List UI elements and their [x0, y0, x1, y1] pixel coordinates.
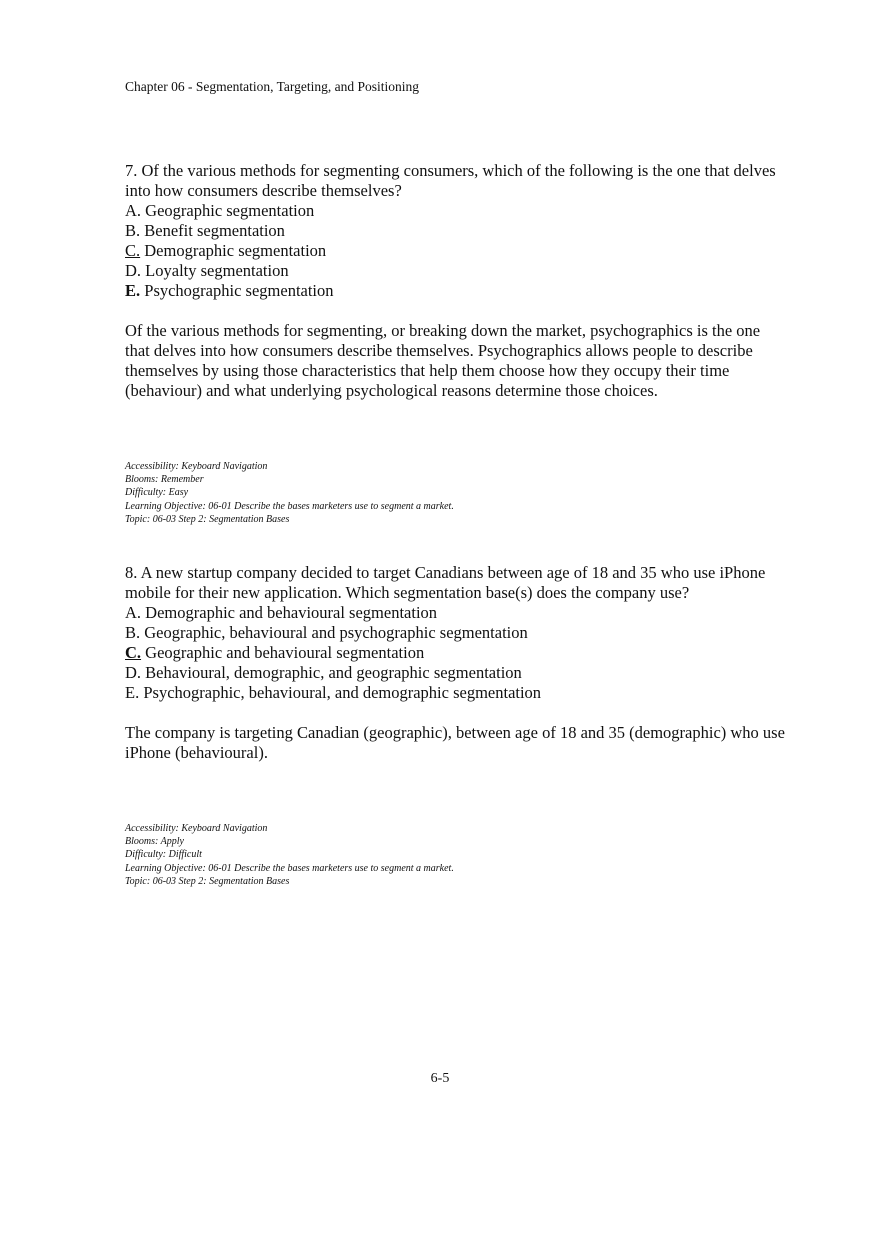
option-text: Demographic segmentation [144, 241, 327, 260]
option-text: Demographic and behavioural segmentation [145, 603, 438, 622]
option-text: Benefit segmentation [144, 221, 285, 240]
question-stem: 7. Of the various methods for segmenting consumers, which of the following is the one that delves into how consumers describe themselves? [125, 161, 776, 200]
option-letter: D. [125, 663, 142, 682]
question-stem: 8. A new startup company decided to target Canadians between age of 18 and 35 who use iPhone mobile for their new application. Which segmentation base(s) does the company use? [125, 563, 766, 602]
option-text: Geographic segmentation [145, 201, 315, 220]
answer-explanation: The company is targeting Canadian (geographic), between age of 18 and 35 (demographic) who use iPhone (behavioural). [125, 723, 785, 762]
meta-blooms: Blooms: Remember [125, 474, 204, 486]
option-e [125, 683, 785, 703]
option-letter: A. [125, 603, 142, 622]
option-letter: E. [125, 683, 140, 702]
question-7 [125, 161, 785, 401]
option-text: Geographic, behavioural and psychographic segmentation [144, 623, 528, 642]
option-letter: B. [125, 221, 141, 240]
option-text: Loyalty segmentation [145, 261, 289, 280]
page-number: 6-5 [430, 1071, 450, 1086]
option-letter: C. [125, 643, 142, 662]
option-text: Geographic and behavioural segmentation [145, 643, 425, 662]
option-b [125, 221, 785, 241]
option-letter: B. [125, 623, 141, 642]
option-letter: A. [125, 201, 142, 220]
option-text: Psychographic segmentation [144, 281, 334, 300]
option-b [125, 623, 785, 643]
answer-explanation: Of the various methods for segmenting, or breaking down the market, psychographics is the one that delves into how consumers describe themselves. Psychographics allows people to describe themselves by using those characteristics that help them choose how they occupy their time (behaviour) and what underlying psychological reasons determine those choices. [125, 321, 761, 400]
meta-blooms: Blooms: Apply [125, 836, 184, 848]
meta-learning-objective: Learning Objective: 06-01 Describe the bases marketers use to segment a market. [125, 500, 454, 512]
meta-topic: Topic: 06-03 Step 2: Segmentation Bases [125, 513, 290, 525]
meta-accessibility: Accessibility: Keyboard Navigation [125, 823, 268, 834]
option-e-correct [125, 281, 785, 301]
meta-accessibility: Accessibility: Keyboard Navigation [125, 461, 268, 472]
option-text: Behavioural, demographic, and geographic segmentation [145, 663, 522, 682]
option-d [125, 663, 785, 683]
meta-learning-objective: Learning Objective: 06-01 Describe the bases marketers use to segment a market. [125, 862, 454, 874]
option-letter: D. [125, 261, 142, 280]
option-d [125, 261, 785, 281]
option-c [125, 241, 785, 261]
option-letter: E. [125, 281, 141, 300]
question-8 [125, 563, 785, 763]
option-letter: C. [125, 241, 141, 260]
option-a [125, 201, 785, 221]
chapter-header: Chapter 06 - Segmentation, Targeting, and Positioning [125, 79, 420, 94]
option-a [125, 603, 785, 623]
option-c-correct [125, 643, 785, 663]
option-text: Psychographic, behavioural, and demographic segmentation [143, 683, 542, 702]
question-7-metadata [125, 460, 454, 526]
meta-topic: Topic: 06-03 Step 2: Segmentation Bases [125, 875, 290, 887]
question-8-metadata [125, 822, 454, 888]
meta-difficulty: Difficulty: Easy [125, 487, 189, 499]
meta-difficulty: Difficulty: Difficult [125, 849, 202, 861]
